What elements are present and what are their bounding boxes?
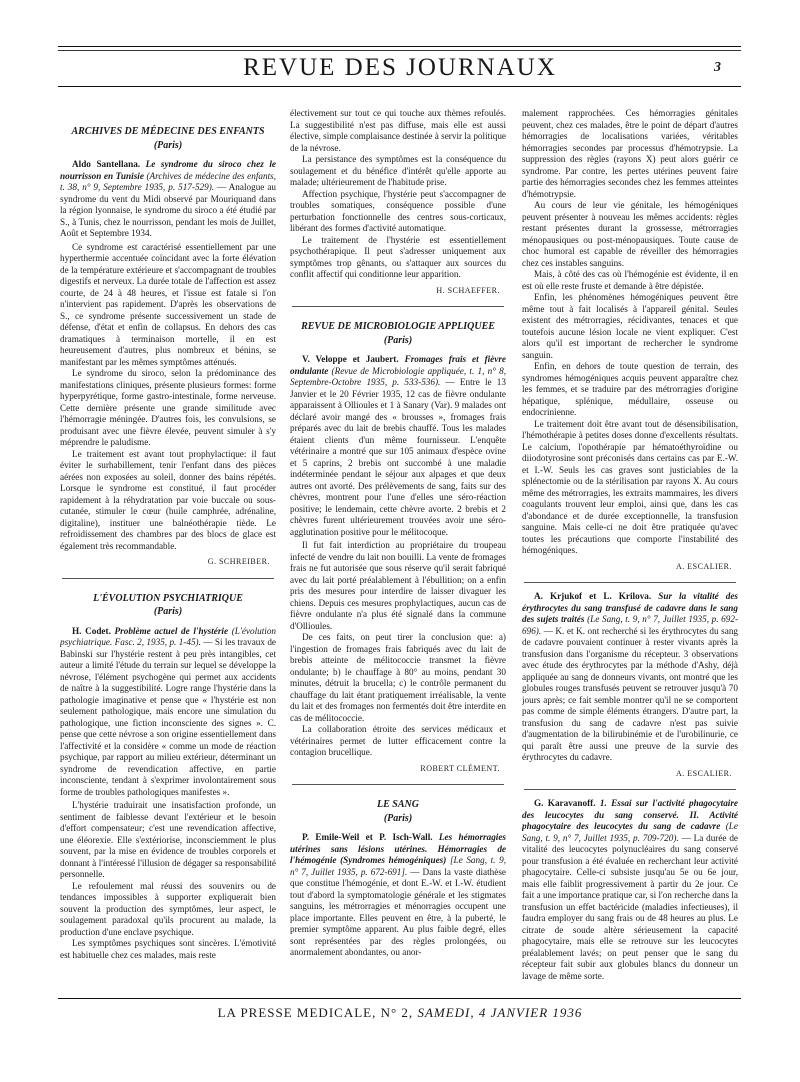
- top-rule-thin: [58, 50, 741, 51]
- article: [522, 591, 738, 764]
- article-text: — Si les travaux de Babinski sur l'hystérie restent à peu près intangibles, cet auteur a limité l'étude du terrain sur lequel se développe la névrose, l'élément psychogène qui permet aux accidents de naître à la suggestibilité. Logre range l'hystérie dans la pathologie imaginative et pense que « l'hystérie est non seulement pathologique, mais encore une simulation du pathologique, une fiction inconsciente des signes ». C. pense que cette névrose a son origine essentiellement dans l'affectivité et la considère « comme un mode de réaction psychique, par rapport au milieu extérieur, déterminant un syndrome de revendication affective, en partie inconsciente, tendant à s'exprimer involontairement sous forme de troubles pathologiques manifestes ».: [60, 637, 276, 797]
- article-text: — Entre le 13 Janvier et le 20 Février 1935, 12 cas de fièvre ondulante apparaissent à Ollioules et 1 à Sanary (Var). 9 malades ont déclaré avoir mangé des « brousses », fromages frais préparés avec du lait de brebis chauffé. Tous les malades étaient clients d'un même fournisseur. L'enquête vétérinaire a montré que sur 105 animaux d'espèce ovine et 5 caprins, 2 brebis ont succombé à une maladie indéterminée pendant le séjour aux alpages et que deux autres ont avorté. Des prélèvements de sang, faits sur des chèvres, montrent pour l'une d'elles une séro-réaction positive; le lendemain, cette chèvre avorte. 2 brebis et 2 chèvres furent ultérieurement trouvées avoir une séro-agglutination positive pour le mélitocoque.: [290, 377, 506, 537]
- article-author: A. Krjukof et L. Krilova.: [534, 591, 652, 601]
- article: [522, 798, 738, 982]
- separator: [292, 306, 504, 307]
- article-title: Sur la vitalité des érythrocytes du sang transfusé de cadavre dans le sang des sujets traités: [522, 591, 738, 624]
- column-2: [290, 108, 506, 983]
- article-author: V. Veloppe et Jaubert.: [302, 354, 399, 364]
- paragraph: Il fut fait interdiction au propriétaire du troupeau infecté de vendre du lait non bouilli. La vente de fromages frais ne fut autorisée que sous réserve qu'il serait fabriqué avec du lait porté préalablement à l'ébullition; on a enfin pris des mesures pour interdire de laisser divaguer les chiens. Depuis ces mesures prophylactiques, aucun cas de fièvre ondulante n'a plus été signalé dans la commune d'Ollioules.: [290, 540, 506, 631]
- signature: A. ESCALIER.: [676, 561, 732, 571]
- article-text: — Analogue au syndrome du vent du Midi observé par Mouriquand dans la région lyonnaise, le syndrome du siroco a été étudié par S., à Tunis, chez le nourrisson, pendant les mois de Juillet, Août et Septembre 1934.: [60, 182, 276, 238]
- article-author: Aldo Santellana.: [72, 159, 141, 169]
- article: [60, 626, 276, 799]
- paragraph: Mais, à côté des cas où l'hémogénie est évidente, il en est où elle reste fruste et demande à être dépistée.: [522, 269, 738, 291]
- separator: [524, 789, 736, 790]
- footer-journal: LA PRESSE MEDICALE,: [217, 1005, 377, 1020]
- article-author: G. Karavanoff.: [534, 798, 596, 808]
- paragraph: Le syndrome du siroco, selon la prédominance des manifestations cliniques, présente plusieurs formes: forme hyperpyrétique, forme gastro-intestinale, forme nerveuse. Cette dernière présente une grande similitude avec l'hémorragie méningée. D'autres fois, les convulsions, se produisant avec une fièvre élevée, peuvent simuler à s'y méprendre le paludisme.: [60, 368, 276, 447]
- signature: H. SCHAEFFER.: [436, 285, 500, 295]
- article-author: P. Emile-Weil et P. Isch-Wall.: [302, 832, 433, 842]
- paragraph: La collaboration étroite des services médicaux et vétérinaires permet de lutter efficacement contre la contagion brucellique.: [290, 724, 506, 757]
- paragraph: Le refoulement mal réussi des souvenirs ou de tendances impossibles à supporter expliquerait bien souvent la production des symptômes, leur aspect, le soulagement paradoxal qu'ils procurent au malade, la production d'une enclave psychique.: [60, 880, 276, 937]
- section-city: (Paris): [153, 139, 183, 151]
- section-heading: REVUE DE MICROBIOLOGIE APPLIQUEE: [301, 321, 495, 332]
- paragraph: La persistance des symptômes est la conséquence du soulagement et du bénéfice d'intérêt qu'elle apporte au malade; ultérieurement de l'habitude prise.: [290, 154, 506, 187]
- article: [290, 832, 506, 959]
- signature: A. ESCALIER.: [676, 768, 732, 778]
- paragraph: De ces faits, on peut tirer la conclusion que: a) l'ingestion de fromages frais fabriqués avec du lait de brebis atteinte de mélitococcie transmet la fièvre ondulante; b) le chauffage à 80° au moins, pendant 30 minutes, détruit la brucella; c) le contrôle permanent du chauffage du lait étant pratiquement irréalisable, la vente du lait et des fromages non fermentés doit être interdite en cas de mélitococcie.: [290, 632, 506, 723]
- article-title: Le syndrome du siroco chez le nourrisson en Tunisie: [60, 159, 276, 181]
- paragraph: Ce syndrome est caractérisé essentiellement par une hyperthermie accentuée coïncidant avec la forte élévation de la température extérieure et s'accompagnant de troubles digestifs et nerveux. La durée totale de l'affection est assez courte, de 24 à 48 heures, et l'issue est fatale si l'on n'intervient pas rapidement. D'après les observations de S., ce syndrome présente successivement un stade de défense, d'état et enfin de collapsus. En dehors des cas dramatiques à terminaison mortelle, il en est heureusement d'autres, plus nombreux et bénins, se manifestant par les mêmes symptômes atténués.: [60, 241, 276, 367]
- article-text: — La durée de vitalité des leucocytes polynucléaires du sang conservé pour transfusion a été évaluée en recherchant leur activité phagocytaire. Celle-ci subsiste jusqu'au 5e ou 6e jour, mais elle faiblit progressivement à partir du 2e jour. Ce fait a une importance pratique car, si l'on recherche dans la transfusion un effet bactéricide (maladies infectieuses), il faudra employer du sang frais ou de 48 heures au plus. Le citrate de soude altère sérieusement la capacité phagocytaire, mais elle se retrouve sur les leucocytes préalablement lavés; on peut penser que le sang du récepteur fait subir aux globules blancs du donneur un lavage de même sorte.: [522, 832, 738, 981]
- paragraph: Au cours de leur vie génitale, les hémogéniques peuvent présenter à nouveau les mêmes accidents: règles restant présentes durant la grossesse, métrorragies ménopausiques ou post-ménopausiques. Toute cause de choc humoral est capable de réveiller des hémorragies chez ces instables sanguins.: [522, 200, 738, 268]
- article-source: (Revue de Microbiologie appliquée, t. 1, n° 8, Septembre-Octobre 1935, p. 533-536).: [290, 365, 506, 387]
- separator: [524, 582, 736, 583]
- paragraph: malement rapprochées. Ces hémorragies génitales peuvent, chez ces malades, être le point de départ d'autres hémorragies de localisations variées, véritables hémorragies secondes par processus d'hémotrypsie. La suppression des règles (rayons X) peut alors guérir ce syndrome. Par contre, les pertes utérines peuvent faire partie des hémorragies secondes chez les femmes atteintes d'hémotrypsie.: [522, 108, 738, 199]
- article-source: (L'évolution psychiatrique. Fasc. 2, 1935, p. 1-45).: [60, 625, 276, 647]
- paragraph: Les symptômes psychiques sont sincères. L'émotivité est habituelle chez ces malades, mais reste: [60, 938, 276, 960]
- article-title: Les hémorragies utérines sans lésions utérines. Hémorragies de l'hémogénie (Syndromes hémogéniques): [290, 832, 506, 865]
- section-heading: LE SANG: [377, 799, 419, 810]
- paragraph: électivement sur tout ce qui touche aux thèmes refoulés. La suggestibilité n'est pas diffuse, mais elle est aussi élective, simple complaisance destinée à servir la politique de la névrose.: [290, 108, 506, 153]
- section-heading: L'ÉVOLUTION PSYCHIATRIQUE: [93, 592, 243, 604]
- paragraph: Le traitement de l'hystérie est essentiellement psychothérapique. Il peut s'adresser uniquement aux symptômes trop gênants, ou s'attaquer aux sources du conflit affectif qui conditionne leur apparition.: [290, 234, 506, 279]
- signature: G. SCHREIBER.: [207, 557, 270, 566]
- separator: [62, 578, 274, 579]
- article-title: 1. Essai sur l'activité phagocytaire des leucocytes du sang conservé. II. Activité phagocytaire des leucocytes du sang de cadavre: [522, 798, 738, 831]
- column-3: [522, 108, 738, 983]
- article-source: (Archives de médecine des enfants, t. 38, n° 9, Septembre 1935, p. 517-529).: [60, 170, 276, 192]
- column-1: [60, 108, 276, 983]
- signature: ROBERT CLÉMENT.: [420, 763, 500, 773]
- footer-top-rule: [58, 998, 741, 999]
- paragraph: Le traitement doit être avant tout de désensibilisation, l'hémothérapie à petites doses donne d'excellents résultats. Le calcium, l'opothérapie par hématoéthyroïdine ou diiodotyrosine sont préconisés dans certains cas par E.-W. et I.-W. Seuls les cas graves sont justiciables de la splénectomie ou de la stérilisation par rayons X. Au cours même des métrorragies, les extraits mammaires, les divers coagulants trouvent leur emploi, ainsi que, dans les cas d'abondance et de durée exceptionnelle, la transfusion sanguine. Mais celle-ci ne doit être pratiquée qu'avec toutes les précautions que comporte l'instabilité des hémogéniques.: [522, 418, 738, 555]
- section-heading: ARCHIVES DE MÉDECINE DES ENFANTS: [71, 126, 265, 137]
- article-author: H. Codet.: [72, 625, 111, 636]
- paragraph: Enfin, les phénomènes hémogéniques peuvent être même tout à fait localisés à l'appareil génital. Seules existent des métrorragies, récidivantes, tenaces et que toutefois aucune lésion locale ne vient expliquer. C'est alors qu'il est important de rechercher le syndrome sanguin.: [522, 292, 738, 360]
- footer-date: SAMEDI, 4 JANVIER 1936: [417, 1005, 583, 1020]
- paragraph: Enfin, en dehors de toute question de terrain, des syndromes hémogéniques acquis peuvent apparaître chez les femmes, et se traduire par des métrorragies d'origine hépatique, splénique, médullaire, osseuse ou endocrinienne.: [522, 361, 738, 417]
- article: [60, 159, 276, 240]
- footer-issue: N° 2,: [380, 1005, 414, 1020]
- article-source: (Le Sang, t. 9, n° 7, Juillet 1935, p. 709-720).: [522, 821, 738, 843]
- section-city: (Paris): [383, 334, 413, 346]
- section-city: (Paris): [153, 606, 183, 617]
- article-source: (Le Sang, t. 9, n° 7, Juillet 1935, p. 692-696).: [522, 614, 738, 636]
- article-text: — K. et K. ont recherché si les érythrocytes du sang de cadavre pouvaient continuer à rester vivants après la transfusion dans l'organisme du récepteur. 3 observations avec étude des érythrocytes par la méthode d'Ashy, déjà appliquée au sang de donneurs vivants, ont montré que les globules rouges transfusés peuvent se retrouver jusqu'à 70 jours après; ce fait semble montrer qu'il ne se comportent pas comme de simple éléments étrangers. D'autre part, la transfusion du sang de cadavre n'est pas suivie d'augmentation de la bilirubinémie et de l'urobilinurie, ce qui paraît être aussi une preuve de la survie des érythrocytes du cadavre.: [522, 625, 738, 762]
- page-footer: [0, 1005, 800, 1021]
- paragraph: Le traitement est avant tout prophylactique: il faut éviter le surhabillement, tenir l'enfant dans des pièces aérées non exposées au soleil, donner des bains répétés. Lorsque le syndrome est constitué, il faut procéder rapidement à la réhydratation par voie buccale ou sous-cutanée, stimuler le cœur (huile camphrée, adrénaline, digitaline), instituer une balnéothérapie tiède. Le refroidissement des chambres par des blocs de glace est également très recommandable.: [60, 448, 276, 551]
- article: [290, 354, 506, 538]
- page-number: 3: [714, 60, 721, 75]
- section-city: (Paris): [383, 812, 413, 824]
- separator: [292, 784, 504, 785]
- article-title: Fromages frais et fièvre ondulante: [290, 354, 506, 376]
- article-source: [Le Sang, t. 9, n° 7, Juillet 1935, p. 672-691].: [290, 855, 506, 877]
- paragraph: Affection psychique, l'hystérie peut s'accompagner de troubles somatiques, conséquence possible d'une perturbation fonctionnelle des centres sous-corticaux, libérant des formes d'activité automatique.: [290, 188, 506, 233]
- top-rule: [58, 46, 741, 47]
- article-text: — Dans la vaste diathèse que constitue l'hémogénie, et dont E.-W. et I.-W. étudient tout d'abord la symptomatologie générale et les stigmates sanguins, les métrorragies et ménorragies occupent une place importante. Elles peuvent en être, à la puberté, le premier symptôme apparent. Au plus faible degré, elles sont représentées par des règles prolongées, ou anormalement abondantes, ou anor-: [290, 866, 506, 957]
- article-title: Problème actuel de l'hystérie: [114, 625, 229, 636]
- page-title: REVUE DES JOURNAUX: [243, 54, 557, 81]
- header-bottom-rule: [58, 86, 741, 87]
- paragraph: L'hystérie traduirait une insatisfaction profonde, un sentiment de faiblesse devant l'extérieur et le besoin d'effort compensateur; c'est une revendication affective, une éléorexie. Elle s'extériorise, inconsciemment le plus souvent, par la mise en évidence de troubles corporels et donnant à l'intéressé l'illusion de dégager sa responsabilité personnelle.: [60, 800, 276, 879]
